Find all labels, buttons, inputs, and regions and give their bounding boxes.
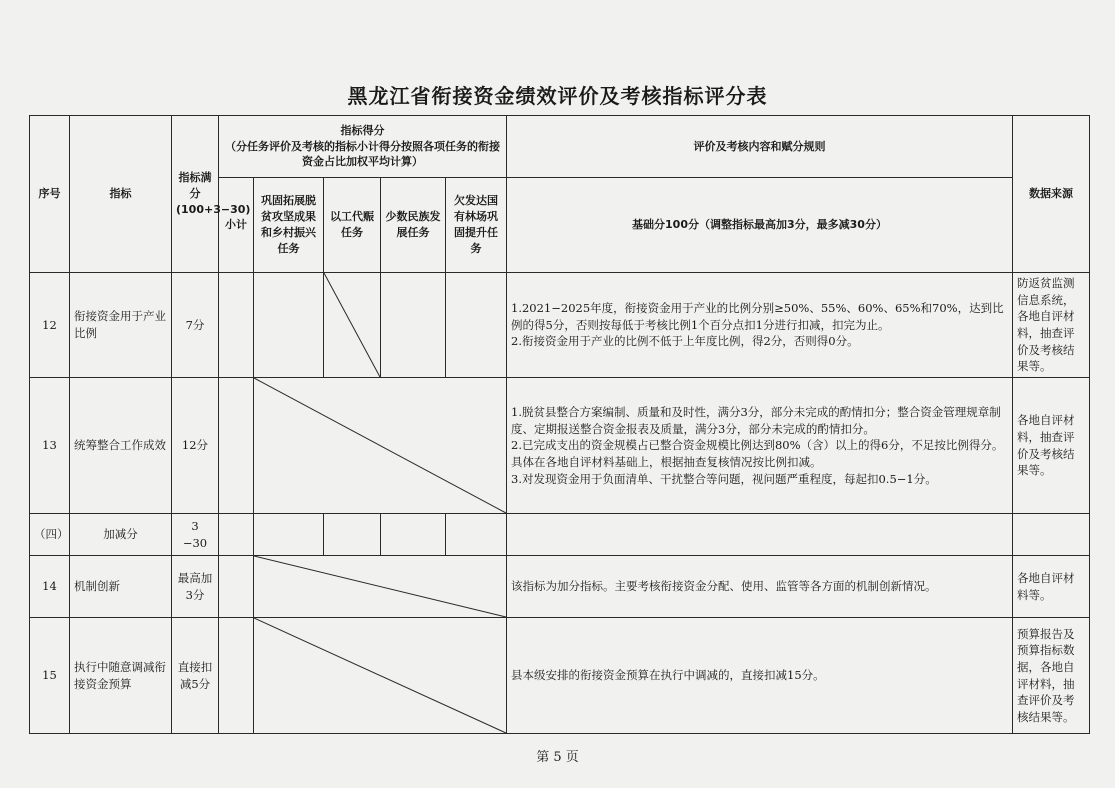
row-indicator: 统筹整合工作成效 xyxy=(70,378,172,514)
row-source: 各地自评材料，抽查评价及考核结果等。 xyxy=(1013,378,1090,514)
header-score-group xyxy=(219,116,507,178)
table-row xyxy=(30,514,1090,556)
diagonal-line-icon xyxy=(254,556,506,617)
diagonal-line-icon xyxy=(254,378,506,513)
header-task-4: 欠发达国有林场巩固提升任务 xyxy=(446,178,507,273)
row-task-4 xyxy=(446,514,507,556)
header-rules-base: 基础分100分（调整指标最高加3分，最多减30分） xyxy=(507,178,1013,273)
row-task-1 xyxy=(254,273,324,378)
rule-line: 2.已完成支出的资金规模占已整合资金规模比例达到80%（含）以上的得6分，不足按比例得分。具体在各地自评材料基础上，根据抽查复核情况按比例扣减。 xyxy=(511,438,1004,469)
table-row xyxy=(30,618,1090,734)
rule-line: 县本级安排的衔接资金预算在执行中调减的，直接扣减15分。 xyxy=(511,668,825,683)
row-task-3 xyxy=(381,273,446,378)
table-row xyxy=(30,378,1090,514)
row-seq: 15 xyxy=(30,618,70,734)
row-subtotal xyxy=(219,378,254,514)
header-full-score: 指标满分(100+3−30) xyxy=(172,116,219,273)
page-title: 黑龙江省衔接资金绩效评价及考核指标评分表 xyxy=(347,84,768,108)
row-source: 预算报告及预算指标数据，各地自评材料，抽查评价及考核结果等。 xyxy=(1013,618,1090,734)
row-indicator: 机制创新 xyxy=(70,556,172,618)
rule-line: 1.脱贫县整合方案编制、质量和及时性，满分3分，部分未完成的酌情扣分；整合资金管理规章制度、定期报送整合资金报表及质量，满分3分，部分未完成的酌情扣分。 xyxy=(511,404,1001,436)
row-subtotal xyxy=(219,556,254,618)
row-full-score: 3 −30 xyxy=(172,514,219,556)
row-source xyxy=(1013,514,1090,556)
header-task-1: 巩固拓展脱贫攻坚成果和乡村振兴任务 xyxy=(254,178,324,273)
row-subtotal xyxy=(219,514,254,556)
row-rules xyxy=(507,273,1013,378)
row-seq: 14 xyxy=(30,556,70,618)
row-indicator: 加减分 xyxy=(70,514,172,556)
row-rules xyxy=(507,618,1013,734)
row-rules xyxy=(507,514,1013,556)
row-tasks-slashed xyxy=(254,556,507,618)
row-tasks-slashed xyxy=(254,618,507,734)
header-task-2: 以工代赈任务 xyxy=(324,178,381,273)
row-tasks-slashed xyxy=(254,378,507,514)
table-row xyxy=(30,273,1090,378)
row-full-score: 12分 xyxy=(172,378,219,514)
diagonal-line-icon xyxy=(324,273,380,377)
rule-line: 3.对发现资金用于负面清单、干扰整合等问题，视问题严重程度，每起扣0.5−1分。 xyxy=(511,471,937,486)
header-row-1 xyxy=(30,116,1090,178)
row-task-4 xyxy=(446,273,507,378)
page-number: 第 5 页 xyxy=(536,750,579,765)
header-source: 数据来源 xyxy=(1013,116,1090,273)
header-score-group-note: （分任务评价及考核的指标小计得分按照各项任务的衔接资金占比加权平均计算） xyxy=(225,139,500,169)
header-score-group-title: 指标得分 xyxy=(340,123,385,137)
row-indicator: 执行中随意调减衔接资金预算 xyxy=(70,618,172,734)
header-rules: 评价及考核内容和赋分规则 xyxy=(507,116,1013,178)
header-indicator: 指标 xyxy=(70,116,172,273)
header-task-3: 少数民族发展任务 xyxy=(381,178,446,273)
row-full-score: 最高加3分 xyxy=(172,556,219,618)
row-indicator: 衔接资金用于产业比例 xyxy=(70,273,172,378)
row-seq: （四） xyxy=(30,514,70,556)
score-table xyxy=(29,115,1090,734)
row-rules xyxy=(507,556,1013,618)
rule-line: 该指标为加分指标。主要考核衔接资金分配、使用、监管等各方面的机制创新情况。 xyxy=(511,579,937,594)
row-seq: 12 xyxy=(30,273,70,378)
row-task-2 xyxy=(324,514,381,556)
row-subtotal xyxy=(219,618,254,734)
row-rules xyxy=(507,378,1013,514)
row-full-score: 直接扣减5分 xyxy=(172,618,219,734)
row-task-1 xyxy=(254,514,324,556)
header-seq: 序号 xyxy=(30,116,70,273)
rule-line: 2.衔接资金用于产业的比例不低于上年度比例，得2分，否则得0分。 xyxy=(511,334,859,349)
row-subtotal xyxy=(219,273,254,378)
row-full-score: 7分 xyxy=(172,273,219,378)
row-source: 各地自评材料等。 xyxy=(1013,556,1090,618)
diagonal-line-icon xyxy=(254,618,506,733)
row-task-2-slashed xyxy=(324,273,381,378)
rule-line: 1.2021−2025年度，衔接资金用于产业的比例分别≥50%、55%、60%、65%和70%，达到比例的得5分，否则按每低于考核比例1个百分点扣1分进行扣减，扣完为止。 xyxy=(511,301,1004,332)
header-subtotal: 小计 xyxy=(219,178,254,273)
row-seq: 13 xyxy=(30,378,70,514)
row-task-3 xyxy=(381,514,446,556)
table-row xyxy=(30,556,1090,618)
row-source: 防返贫监测信息系统，各地自评材料，抽查评价及考核结果等。 xyxy=(1013,273,1090,378)
